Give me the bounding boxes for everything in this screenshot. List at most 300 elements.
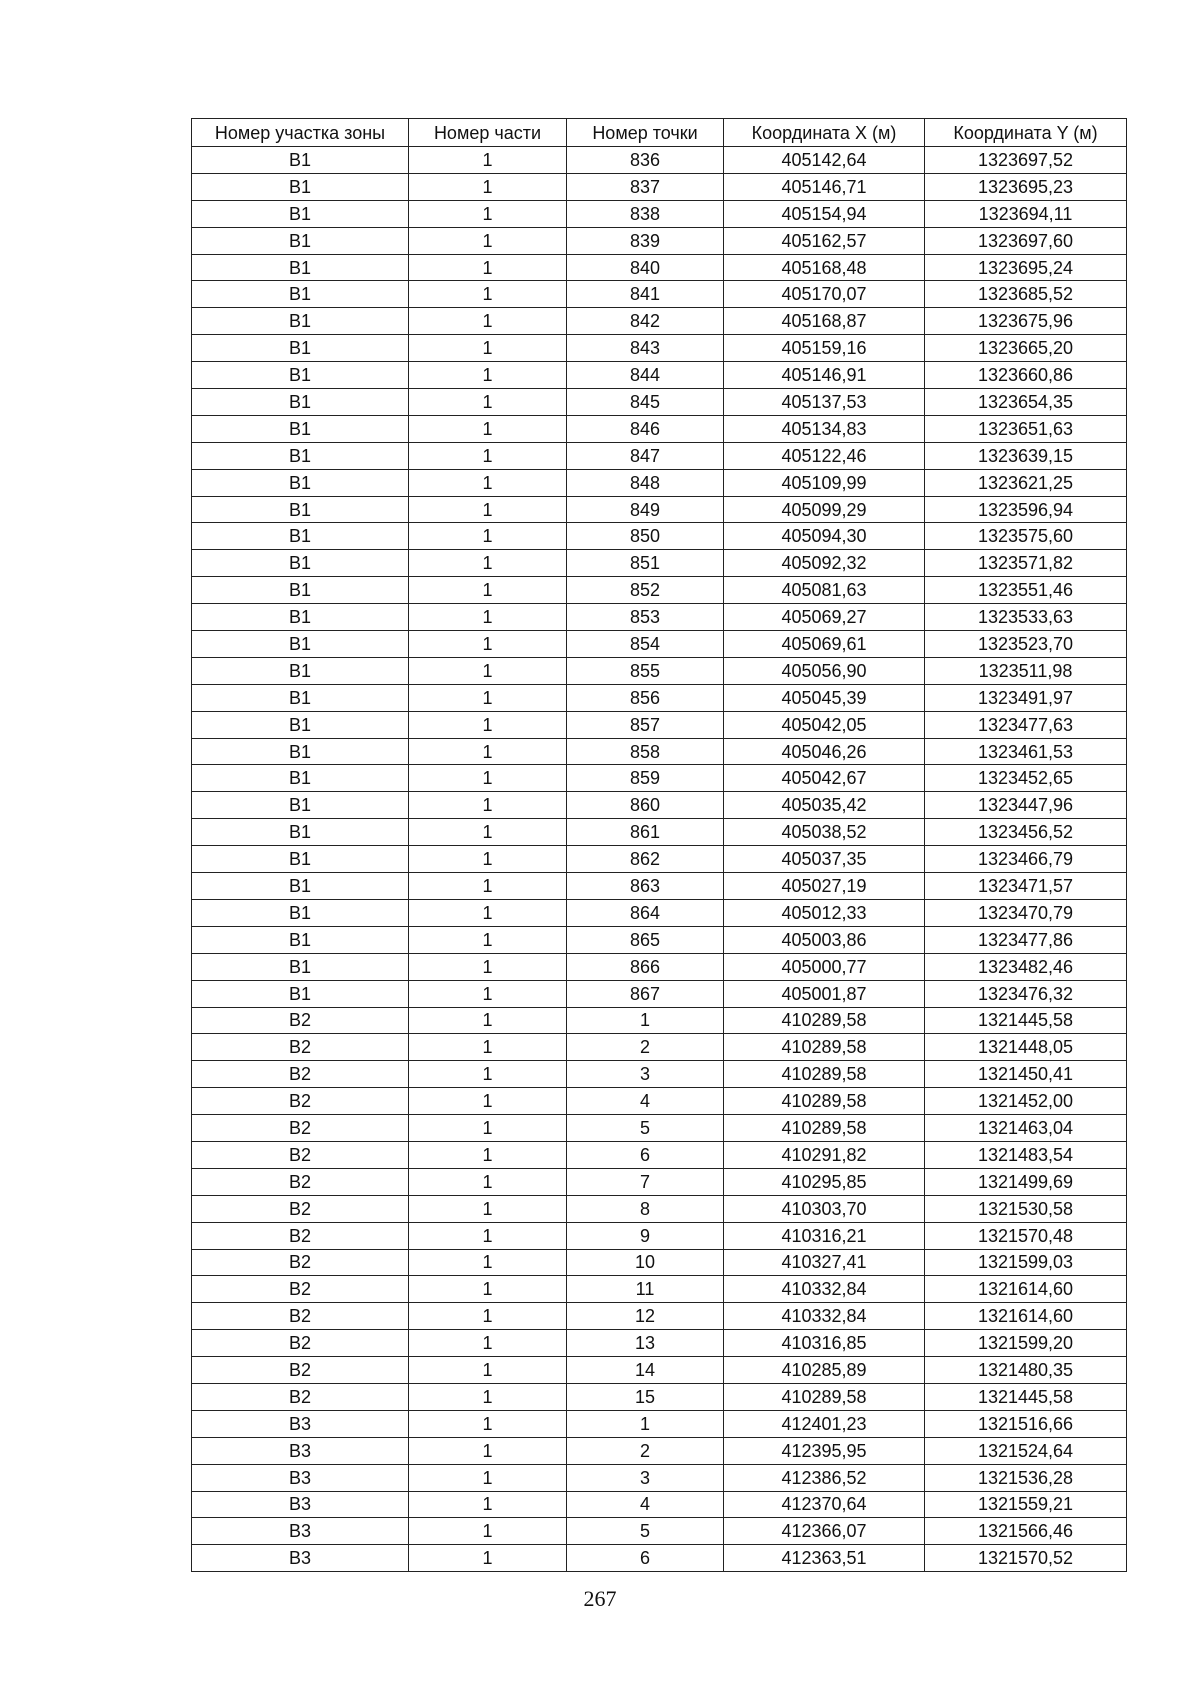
- table-row: [192, 1410, 1127, 1437]
- cell-part-number: 1: [409, 738, 567, 765]
- cell-coordinate-y: 1323551,46: [925, 577, 1127, 604]
- table-body: [192, 147, 1127, 1572]
- cell-coordinate-y: 1323482,46: [925, 953, 1127, 980]
- cell-point-number: 12: [567, 1303, 724, 1330]
- cell-coordinate-y: 1321536,28: [925, 1464, 1127, 1491]
- cell-coordinate-y: 1323471,57: [925, 873, 1127, 900]
- cell-zone-section: В1: [192, 846, 409, 873]
- cell-coordinate-y: 1321566,46: [925, 1518, 1127, 1545]
- cell-point-number: 866: [567, 953, 724, 980]
- cell-zone-section: В1: [192, 953, 409, 980]
- cell-coordinate-x: 405042,67: [724, 765, 925, 792]
- cell-coordinate-y: 1321450,41: [925, 1061, 1127, 1088]
- cell-point-number: 2: [567, 1437, 724, 1464]
- table-row: [192, 577, 1127, 604]
- cell-point-number: 842: [567, 308, 724, 335]
- cell-point-number: 4: [567, 1088, 724, 1115]
- cell-part-number: 1: [409, 1518, 567, 1545]
- cell-part-number: 1: [409, 1034, 567, 1061]
- cell-coordinate-x: 410285,89: [724, 1357, 925, 1384]
- cell-point-number: 4: [567, 1491, 724, 1518]
- cell-coordinate-y: 1323697,52: [925, 147, 1127, 174]
- table-row: [192, 1007, 1127, 1034]
- cell-zone-section: В3: [192, 1491, 409, 1518]
- table-row: [192, 1357, 1127, 1384]
- cell-zone-section: В1: [192, 227, 409, 254]
- cell-part-number: 1: [409, 442, 567, 469]
- cell-part-number: 1: [409, 1141, 567, 1168]
- cell-point-number: 7: [567, 1168, 724, 1195]
- cell-coordinate-y: 1323477,86: [925, 926, 1127, 953]
- cell-zone-section: В1: [192, 550, 409, 577]
- cell-point-number: 838: [567, 200, 724, 227]
- cell-part-number: 1: [409, 577, 567, 604]
- cell-zone-section: В3: [192, 1437, 409, 1464]
- cell-point-number: 841: [567, 281, 724, 308]
- cell-zone-section: В2: [192, 1007, 409, 1034]
- cell-point-number: 857: [567, 711, 724, 738]
- cell-part-number: 1: [409, 362, 567, 389]
- cell-point-number: 11: [567, 1276, 724, 1303]
- cell-coordinate-y: 1323685,52: [925, 281, 1127, 308]
- header-part-number: Номер части: [409, 119, 567, 147]
- cell-point-number: 855: [567, 657, 724, 684]
- cell-part-number: 1: [409, 846, 567, 873]
- cell-zone-section: В2: [192, 1276, 409, 1303]
- cell-zone-section: В2: [192, 1249, 409, 1276]
- cell-coordinate-x: 405168,87: [724, 308, 925, 335]
- cell-coordinate-x: 405134,83: [724, 415, 925, 442]
- cell-coordinate-x: 410289,58: [724, 1088, 925, 1115]
- cell-part-number: 1: [409, 469, 567, 496]
- cell-point-number: 862: [567, 846, 724, 873]
- table-row: [192, 1303, 1127, 1330]
- cell-point-number: 9: [567, 1222, 724, 1249]
- cell-part-number: 1: [409, 1222, 567, 1249]
- cell-point-number: 850: [567, 523, 724, 550]
- cell-part-number: 1: [409, 550, 567, 577]
- cell-zone-section: В2: [192, 1061, 409, 1088]
- cell-zone-section: В3: [192, 1410, 409, 1437]
- cell-coordinate-y: 1323695,24: [925, 254, 1127, 281]
- cell-point-number: 863: [567, 873, 724, 900]
- cell-zone-section: В1: [192, 469, 409, 496]
- cell-point-number: 3: [567, 1061, 724, 1088]
- table-row: [192, 1249, 1127, 1276]
- cell-coordinate-x: 405137,53: [724, 389, 925, 416]
- cell-part-number: 1: [409, 765, 567, 792]
- cell-coordinate-x: 412386,52: [724, 1464, 925, 1491]
- header-point-number: Номер точки: [567, 119, 724, 147]
- cell-part-number: 1: [409, 415, 567, 442]
- cell-zone-section: В2: [192, 1088, 409, 1115]
- cell-zone-section: В3: [192, 1545, 409, 1572]
- cell-coordinate-x: 405170,07: [724, 281, 925, 308]
- table-row: [192, 1088, 1127, 1115]
- cell-coordinate-y: 1323571,82: [925, 550, 1127, 577]
- table-row: [192, 147, 1127, 174]
- cell-coordinate-y: 1323697,60: [925, 227, 1127, 254]
- cell-coordinate-x: 405162,57: [724, 227, 925, 254]
- cell-point-number: 843: [567, 335, 724, 362]
- cell-point-number: 15: [567, 1383, 724, 1410]
- cell-zone-section: В1: [192, 442, 409, 469]
- table-header-row: [192, 119, 1127, 147]
- cell-coordinate-x: 405038,52: [724, 819, 925, 846]
- page-number: 267: [583, 1586, 617, 1611]
- cell-coordinate-y: 1323675,96: [925, 308, 1127, 335]
- cell-coordinate-y: 1323621,25: [925, 469, 1127, 496]
- cell-zone-section: В2: [192, 1195, 409, 1222]
- table-row: [192, 926, 1127, 953]
- cell-point-number: 851: [567, 550, 724, 577]
- cell-point-number: 864: [567, 899, 724, 926]
- table-row: [192, 1464, 1127, 1491]
- table-row: [192, 308, 1127, 335]
- cell-zone-section: В2: [192, 1115, 409, 1142]
- cell-zone-section: В1: [192, 631, 409, 658]
- cell-point-number: 860: [567, 792, 724, 819]
- cell-zone-section: В1: [192, 765, 409, 792]
- cell-coordinate-y: 1323694,11: [925, 200, 1127, 227]
- cell-zone-section: В1: [192, 308, 409, 335]
- cell-point-number: 2: [567, 1034, 724, 1061]
- cell-part-number: 1: [409, 1410, 567, 1437]
- cell-point-number: 13: [567, 1330, 724, 1357]
- cell-coordinate-x: 410289,58: [724, 1115, 925, 1142]
- cell-coordinate-y: 1323596,94: [925, 496, 1127, 523]
- cell-zone-section: В2: [192, 1222, 409, 1249]
- cell-zone-section: В1: [192, 926, 409, 953]
- cell-zone-section: В1: [192, 147, 409, 174]
- cell-coordinate-x: 405142,64: [724, 147, 925, 174]
- cell-zone-section: В1: [192, 523, 409, 550]
- cell-point-number: 14: [567, 1357, 724, 1384]
- cell-part-number: 1: [409, 173, 567, 200]
- coordinates-table: [191, 118, 1127, 1572]
- cell-coordinate-x: 410316,21: [724, 1222, 925, 1249]
- cell-point-number: 3: [567, 1464, 724, 1491]
- cell-part-number: 1: [409, 1464, 567, 1491]
- cell-zone-section: В2: [192, 1383, 409, 1410]
- table-row: [192, 1545, 1127, 1572]
- cell-coordinate-x: 405092,32: [724, 550, 925, 577]
- cell-coordinate-x: 405027,19: [724, 873, 925, 900]
- table-row: [192, 254, 1127, 281]
- cell-coordinate-y: 1321599,03: [925, 1249, 1127, 1276]
- table-row: [192, 281, 1127, 308]
- cell-zone-section: В1: [192, 496, 409, 523]
- cell-point-number: 839: [567, 227, 724, 254]
- cell-point-number: 844: [567, 362, 724, 389]
- cell-coordinate-x: 405094,30: [724, 523, 925, 550]
- cell-zone-section: В1: [192, 657, 409, 684]
- cell-zone-section: В2: [192, 1168, 409, 1195]
- cell-zone-section: В1: [192, 684, 409, 711]
- cell-part-number: 1: [409, 792, 567, 819]
- table-row: [192, 469, 1127, 496]
- cell-point-number: 5: [567, 1115, 724, 1142]
- cell-point-number: 846: [567, 415, 724, 442]
- cell-coordinate-y: 1323695,23: [925, 173, 1127, 200]
- table-row: [192, 1437, 1127, 1464]
- cell-coordinate-x: 405099,29: [724, 496, 925, 523]
- cell-zone-section: В1: [192, 738, 409, 765]
- cell-coordinate-y: 1323575,60: [925, 523, 1127, 550]
- table-row: [192, 657, 1127, 684]
- cell-part-number: 1: [409, 1061, 567, 1088]
- cell-coordinate-x: 410289,58: [724, 1007, 925, 1034]
- table-row: [192, 335, 1127, 362]
- cell-coordinate-y: 1323491,97: [925, 684, 1127, 711]
- table-row: [192, 415, 1127, 442]
- cell-part-number: 1: [409, 684, 567, 711]
- cell-part-number: 1: [409, 1168, 567, 1195]
- cell-point-number: 6: [567, 1545, 724, 1572]
- cell-zone-section: В1: [192, 173, 409, 200]
- cell-coordinate-y: 1321480,35: [925, 1357, 1127, 1384]
- cell-point-number: 10: [567, 1249, 724, 1276]
- cell-coordinate-y: 1321559,21: [925, 1491, 1127, 1518]
- header-coordinate-x: Координата X (м): [724, 119, 925, 147]
- cell-part-number: 1: [409, 873, 567, 900]
- cell-coordinate-x: 410327,41: [724, 1249, 925, 1276]
- cell-coordinate-y: 1323665,20: [925, 335, 1127, 362]
- cell-part-number: 1: [409, 819, 567, 846]
- cell-coordinate-x: 410289,58: [724, 1061, 925, 1088]
- cell-coordinate-x: 405001,87: [724, 980, 925, 1007]
- cell-coordinate-x: 405046,26: [724, 738, 925, 765]
- cell-coordinate-y: 1321445,58: [925, 1007, 1127, 1034]
- cell-zone-section: В3: [192, 1518, 409, 1545]
- cell-coordinate-x: 405168,48: [724, 254, 925, 281]
- cell-part-number: 1: [409, 1115, 567, 1142]
- cell-part-number: 1: [409, 1491, 567, 1518]
- cell-coordinate-x: 410291,82: [724, 1141, 925, 1168]
- cell-coordinate-y: 1321570,52: [925, 1545, 1127, 1572]
- table-row: [192, 738, 1127, 765]
- table-row: [192, 899, 1127, 926]
- cell-coordinate-y: 1321614,60: [925, 1303, 1127, 1330]
- cell-point-number: 6: [567, 1141, 724, 1168]
- table-row: [192, 1518, 1127, 1545]
- cell-part-number: 1: [409, 604, 567, 631]
- cell-point-number: 856: [567, 684, 724, 711]
- cell-part-number: 1: [409, 1357, 567, 1384]
- cell-coordinate-y: 1323533,63: [925, 604, 1127, 631]
- table-row: [192, 227, 1127, 254]
- cell-coordinate-x: 405122,46: [724, 442, 925, 469]
- cell-point-number: 848: [567, 469, 724, 496]
- cell-coordinate-x: 405146,91: [724, 362, 925, 389]
- cell-coordinate-x: 410332,84: [724, 1303, 925, 1330]
- cell-part-number: 1: [409, 1276, 567, 1303]
- cell-coordinate-x: 412363,51: [724, 1545, 925, 1572]
- table-row: [192, 389, 1127, 416]
- cell-coordinate-y: 1321448,05: [925, 1034, 1127, 1061]
- cell-zone-section: В2: [192, 1141, 409, 1168]
- cell-zone-section: В1: [192, 254, 409, 281]
- cell-coordinate-y: 1321499,69: [925, 1168, 1127, 1195]
- header-zone-section: Номер участка зоны: [192, 119, 409, 147]
- cell-part-number: 1: [409, 200, 567, 227]
- cell-zone-section: В3: [192, 1464, 409, 1491]
- cell-coordinate-y: 1321463,04: [925, 1115, 1127, 1142]
- cell-part-number: 1: [409, 1007, 567, 1034]
- table-row: [192, 765, 1127, 792]
- cell-part-number: 1: [409, 926, 567, 953]
- cell-part-number: 1: [409, 1330, 567, 1357]
- cell-coordinate-y: 1321530,58: [925, 1195, 1127, 1222]
- cell-zone-section: В1: [192, 415, 409, 442]
- cell-part-number: 1: [409, 1249, 567, 1276]
- table-row: [192, 1168, 1127, 1195]
- cell-part-number: 1: [409, 1195, 567, 1222]
- table-row: [192, 1276, 1127, 1303]
- cell-coordinate-x: 405146,71: [724, 173, 925, 200]
- cell-coordinate-y: 1323470,79: [925, 899, 1127, 926]
- cell-zone-section: В1: [192, 335, 409, 362]
- table-row: [192, 1222, 1127, 1249]
- cell-point-number: 837: [567, 173, 724, 200]
- cell-part-number: 1: [409, 1303, 567, 1330]
- cell-coordinate-x: 405069,61: [724, 631, 925, 658]
- cell-coordinate-y: 1323461,53: [925, 738, 1127, 765]
- cell-zone-section: В1: [192, 362, 409, 389]
- cell-coordinate-x: 405045,39: [724, 684, 925, 711]
- cell-point-number: 865: [567, 926, 724, 953]
- table-row: [192, 442, 1127, 469]
- table-row: [192, 711, 1127, 738]
- cell-zone-section: В2: [192, 1330, 409, 1357]
- cell-coordinate-x: 410316,85: [724, 1330, 925, 1357]
- cell-coordinate-y: 1323511,98: [925, 657, 1127, 684]
- cell-part-number: 1: [409, 254, 567, 281]
- cell-point-number: 8: [567, 1195, 724, 1222]
- cell-point-number: 836: [567, 147, 724, 174]
- cell-point-number: 847: [567, 442, 724, 469]
- cell-zone-section: В1: [192, 819, 409, 846]
- cell-coordinate-x: 405056,90: [724, 657, 925, 684]
- cell-zone-section: В1: [192, 711, 409, 738]
- cell-point-number: 867: [567, 980, 724, 1007]
- cell-part-number: 1: [409, 1437, 567, 1464]
- table-row: [192, 550, 1127, 577]
- cell-coordinate-x: 412401,23: [724, 1410, 925, 1437]
- cell-zone-section: В2: [192, 1357, 409, 1384]
- cell-coordinate-x: 410289,58: [724, 1034, 925, 1061]
- cell-coordinate-x: 410289,58: [724, 1383, 925, 1410]
- cell-coordinate-x: 405159,16: [724, 335, 925, 362]
- table-row: [192, 819, 1127, 846]
- cell-coordinate-y: 1323654,35: [925, 389, 1127, 416]
- cell-coordinate-y: 1323476,32: [925, 980, 1127, 1007]
- cell-part-number: 1: [409, 1088, 567, 1115]
- table-row: [192, 1330, 1127, 1357]
- cell-part-number: 1: [409, 281, 567, 308]
- cell-coordinate-y: 1323639,15: [925, 442, 1127, 469]
- cell-coordinate-y: 1323660,86: [925, 362, 1127, 389]
- cell-point-number: 845: [567, 389, 724, 416]
- cell-coordinate-y: 1321483,54: [925, 1141, 1127, 1168]
- cell-part-number: 1: [409, 147, 567, 174]
- cell-zone-section: В1: [192, 980, 409, 1007]
- cell-zone-section: В1: [192, 577, 409, 604]
- cell-zone-section: В1: [192, 899, 409, 926]
- cell-coordinate-x: 410295,85: [724, 1168, 925, 1195]
- cell-point-number: 1: [567, 1410, 724, 1437]
- cell-coordinate-y: 1323456,52: [925, 819, 1127, 846]
- table-row: [192, 200, 1127, 227]
- cell-point-number: 853: [567, 604, 724, 631]
- cell-point-number: 849: [567, 496, 724, 523]
- cell-zone-section: В1: [192, 200, 409, 227]
- cell-coordinate-x: 410332,84: [724, 1276, 925, 1303]
- table-row: [192, 846, 1127, 873]
- cell-zone-section: В1: [192, 389, 409, 416]
- cell-coordinate-x: 405154,94: [724, 200, 925, 227]
- table-row: [192, 1115, 1127, 1142]
- cell-coordinate-x: 405109,99: [724, 469, 925, 496]
- cell-coordinate-x: 405000,77: [724, 953, 925, 980]
- cell-coordinate-x: 412395,95: [724, 1437, 925, 1464]
- table-row: [192, 792, 1127, 819]
- table-row: [192, 953, 1127, 980]
- cell-zone-section: В1: [192, 792, 409, 819]
- cell-coordinate-y: 1321524,64: [925, 1437, 1127, 1464]
- cell-coordinate-x: 405081,63: [724, 577, 925, 604]
- cell-coordinate-y: 1321570,48: [925, 1222, 1127, 1249]
- cell-part-number: 1: [409, 899, 567, 926]
- cell-coordinate-y: 1323651,63: [925, 415, 1127, 442]
- cell-point-number: 854: [567, 631, 724, 658]
- cell-zone-section: В2: [192, 1034, 409, 1061]
- table-row: [192, 631, 1127, 658]
- cell-part-number: 1: [409, 308, 567, 335]
- cell-part-number: 1: [409, 711, 567, 738]
- cell-coordinate-y: 1323452,65: [925, 765, 1127, 792]
- cell-part-number: 1: [409, 657, 567, 684]
- cell-zone-section: В1: [192, 604, 409, 631]
- cell-coordinate-y: 1321445,58: [925, 1383, 1127, 1410]
- cell-coordinate-y: 1323523,70: [925, 631, 1127, 658]
- table-row: [192, 873, 1127, 900]
- cell-part-number: 1: [409, 227, 567, 254]
- cell-part-number: 1: [409, 496, 567, 523]
- cell-zone-section: В1: [192, 281, 409, 308]
- cell-coordinate-y: 1321599,20: [925, 1330, 1127, 1357]
- cell-point-number: 858: [567, 738, 724, 765]
- cell-part-number: 1: [409, 1383, 567, 1410]
- cell-part-number: 1: [409, 980, 567, 1007]
- cell-coordinate-y: 1321452,00: [925, 1088, 1127, 1115]
- cell-point-number: 859: [567, 765, 724, 792]
- cell-coordinate-y: 1321614,60: [925, 1276, 1127, 1303]
- cell-part-number: 1: [409, 631, 567, 658]
- cell-point-number: 861: [567, 819, 724, 846]
- cell-part-number: 1: [409, 523, 567, 550]
- cell-coordinate-x: 405035,42: [724, 792, 925, 819]
- cell-part-number: 1: [409, 1545, 567, 1572]
- cell-coordinate-x: 405037,35: [724, 846, 925, 873]
- cell-point-number: 840: [567, 254, 724, 281]
- cell-part-number: 1: [409, 389, 567, 416]
- cell-coordinate-y: 1323477,63: [925, 711, 1127, 738]
- table-row: [192, 1034, 1127, 1061]
- cell-coordinate-x: 405069,27: [724, 604, 925, 631]
- cell-zone-section: В2: [192, 1303, 409, 1330]
- cell-coordinate-y: 1323447,96: [925, 792, 1127, 819]
